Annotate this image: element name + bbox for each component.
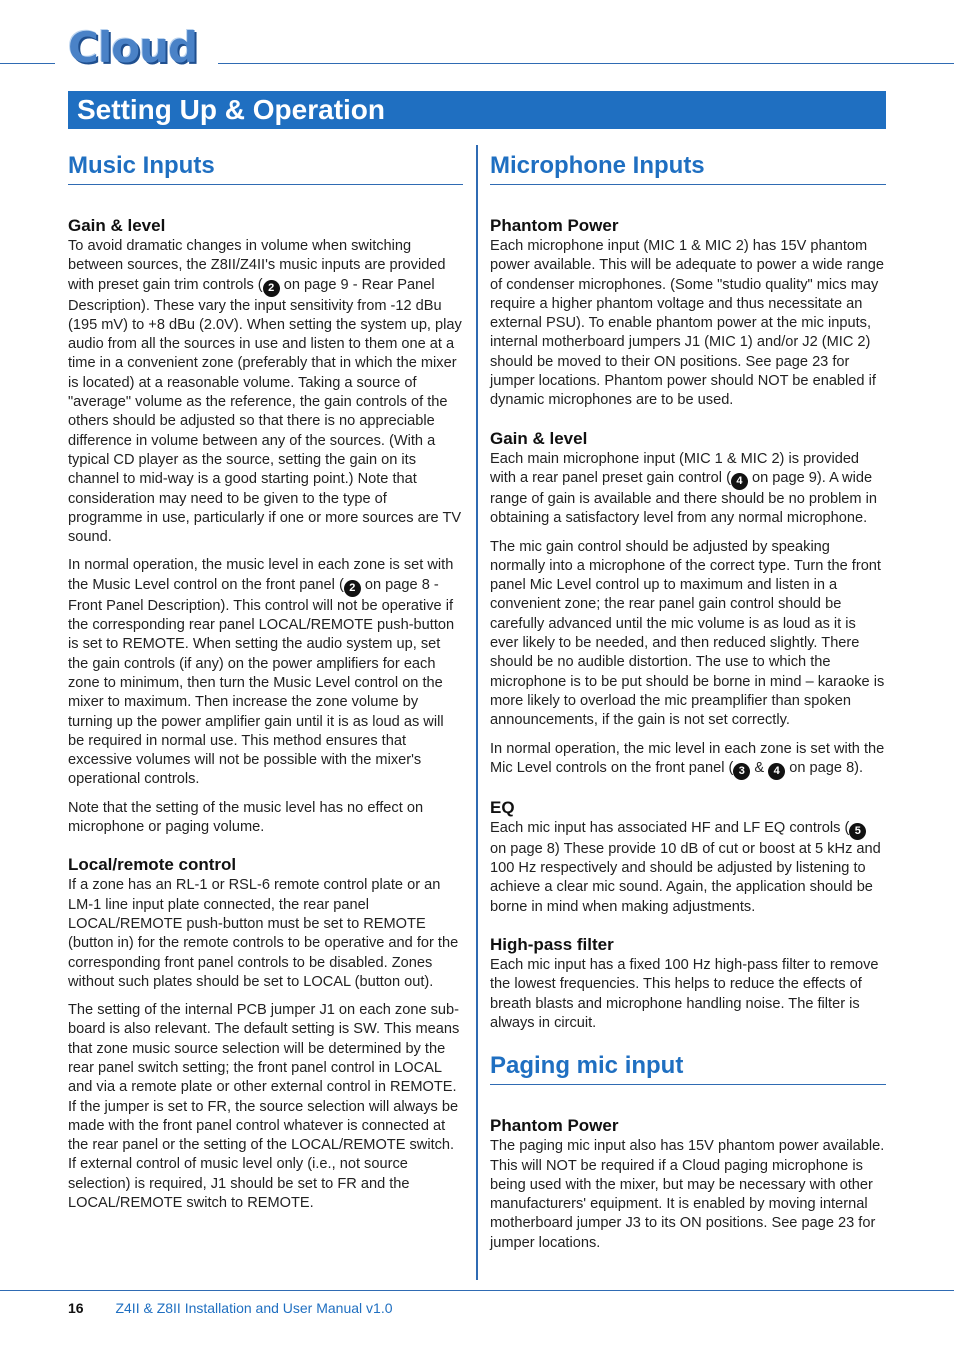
ref-badge: 4	[731, 473, 748, 490]
gain-paragraph-1: To avoid dramatic changes in volume when switching between sources, the Z8II/Z4II's music inputs are provided with preset gain trim controls ( 2 on page 9 - Rear Panel Description). These vary the input sensitivity from -12 dBu (195 mV) to +8 dBu (2.0V). When setting the system up, play audio from all the sources in use and listen to them one at a time in a convenient zone (preferably that in which the mixer is located) at a reasonable volume. Taking a source of "average" volume as the reference, the gain controls of the others should be adjusted so that there is no appreciable difference in volume between any of the sources. (With a typical CD player as the source, setting the gain on its channel to mid-way is a good starting point.) Note that consideration may need to be given to the type of programme in use, particularly if one or more sources are TV sound.	[68, 238, 462, 546]
phantom-power-heading: Phantom Power	[490, 216, 619, 235]
local-remote-heading: Local/remote control	[68, 855, 237, 875]
footer-rule	[0, 1290, 954, 1291]
music-inputs-column	[68, 150, 463, 1222]
ref-badge: 4	[768, 763, 785, 780]
footer	[68, 1300, 393, 1316]
footer-text: Z4II & Z8II Installation and User Manual v1.0	[115, 1300, 393, 1316]
header-rule-right	[218, 63, 954, 64]
mic-gain-paragraph-1: Each main microphone input (MIC 1 & MIC 2) is provided with a rear panel preset gain control ( 4 on page 9). A wide range of gain is available and there should be no problem in obtaining a satisfactory level from any normal microphone.	[490, 450, 877, 527]
ref-badge: 3	[733, 763, 750, 780]
header-rule-left	[0, 63, 55, 64]
local-paragraph-2: The setting of the internal PCB jumper J1 on each zone sub-board is also relevant. The default setting is SW. This means that zone music source selection will be determined by the rear panel switch setting; the front panel control in LOCAL and via a remote plate or other external control in REMOTE. If the jumper is set to FR, the source selection will always be made with the front panel control whatever is connected at the rear panel or the setting of the LOCAL/REMOTE switch. If external control of music level only (i.e., not source selection) is required, J1 should be set to FR and the LOCAL/REMOTE switch to REMOTE.	[68, 1002, 460, 1212]
ref-badge: 2	[344, 580, 361, 597]
gain-level-heading: Gain & level	[68, 216, 166, 235]
local-paragraph-1: If a zone has an RL-1 or RSL-6 remote control plate or an LM-1 line input plate connected, the rear panel LOCAL/REMOTE push-button must be set to REMOTE (button in) for the remote controls to be operative and for the corresponding front panel controls to be disabled. Zones without such plates should be set to LOCAL (button out).	[68, 877, 459, 990]
page-number: 16	[68, 1300, 84, 1316]
microphone-inputs-column	[490, 150, 886, 1262]
cloud-logo: Cloud	[68, 23, 198, 72]
ref-badge: 5	[849, 823, 866, 840]
ref-badge: 2	[263, 280, 280, 297]
high-pass-heading: High-pass filter	[490, 935, 614, 955]
paging-phantom-heading: Phantom Power	[490, 1116, 619, 1136]
music-inputs-title: Music Inputs	[68, 150, 463, 185]
mic-gain-paragraph-2: The mic gain control should be adjusted by speaking normally into a microphone of the correct type. Turn the front panel Mic Level control up to maximum and listen in a convenient zone; the rear panel gain control should be carefully advanced until the mic volume is as loud as it is ever likely to be needed, and then reduced slightly. There should be no audible distortion. The use to which the microphone is to be put should be borne in mind – karaoke is more likely to overload the mic preamplifier than spoken announcements, if the gain is not set correctly.	[490, 538, 885, 729]
eq-heading: EQ	[490, 797, 515, 817]
paging-mic-title: Paging mic input	[490, 1050, 886, 1085]
column-divider	[476, 145, 478, 1280]
microphone-inputs-title: Microphone Inputs	[490, 150, 886, 185]
section-banner	[68, 91, 886, 129]
gain-paragraph-2: In normal operation, the music level in each zone is set with the Music Level control on the front panel ( 2 on page 8 - Front Panel Description). This control will not be operative if the corresponding rear panel LOCAL/REMOTE push-button is set to REMOTE. When setting the audio system up, set the gain controls (if any) on the power amplifiers for each zone to minimum, then turn the Music Level control on the mixer to maximum. Then increase the zone volume by turning up the power amplifier gain until it is as loud as will be required in normal use. This method ensures that excessive volumes will not be possible with the mixer's operational controls.	[68, 557, 455, 788]
paging-paragraph: The paging mic input also has 15V phantom power available. This will NOT be required if a Cloud paging microphone is being used with the mixer, but may be necessary with other manufacturers' equipment. It is enabled by moving internal motherboard jumper J3 to its ON positions. See page 23 for jumper locations.	[490, 1138, 885, 1251]
eq-paragraph: Each mic input has associated HF and LF EQ controls ( 5 on page 8) These provide 10 dB of cut or boost at 5 kHz and 100 Hz respectively and should be adjusted by listening to achieve a clear mic sound. Again, the application should be borne in mind when making adjustments.	[490, 819, 881, 915]
mic-gain-paragraph-3: In normal operation, the mic level in each zone is set with the Mic Level controls on the front panel ( 3 & 4 on page 8).	[490, 740, 886, 780]
page-title: Setting Up & Operation	[77, 94, 385, 125]
mic-gain-heading: Gain & level	[490, 428, 588, 448]
phantom-paragraph: Each microphone input (MIC 1 & MIC 2) has 15V phantom power available. This will be adequate to power a wide range of condenser microphones. (Some "studio quality" mics may require a higher phantom voltage and thus necessitate an external PSU). To enable phantom power at the mic inputs, internal motherboard jumpers J1 (MIC 1) and/or J2 (MIC 2) should be moved to their ON positions. See page 23 for jumper locations. Phantom power should NOT be enabled if dynamic microphones are to be used.	[490, 238, 885, 409]
high-pass-paragraph: Each mic input has a fixed 100 Hz high-pass filter to remove the lowest frequencies. This helps to reduce the effects of breath blasts and microphone handling noise. The filter is always in circuit.	[490, 957, 879, 1031]
gain-paragraph-3: Note that the setting of the music level has no effect on microphone or paging volume.	[68, 799, 424, 836]
